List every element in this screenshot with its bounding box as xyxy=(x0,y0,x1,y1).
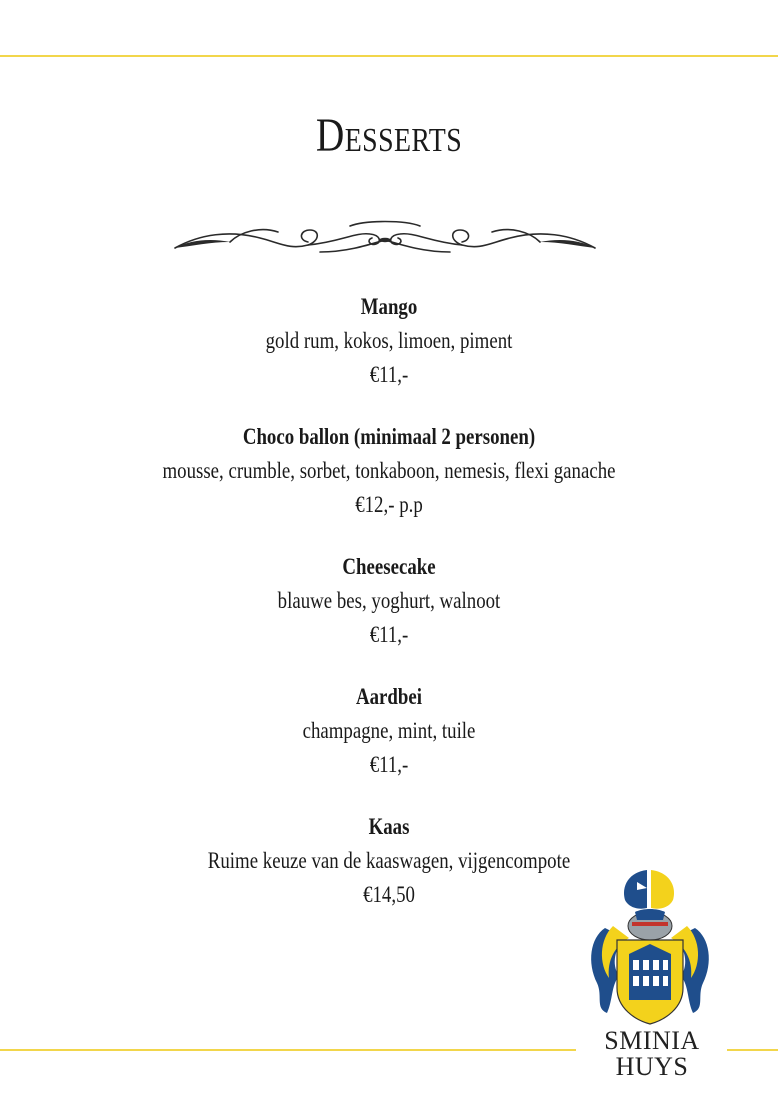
brand-logo-text xyxy=(578,1028,726,1080)
dish-description: Ruime keuze van de kaaswagen, vijgencompote xyxy=(207,848,571,873)
dish-price: €11,- xyxy=(369,752,409,777)
dish-name: Cheesecake xyxy=(342,554,436,579)
dish-price: €11,- xyxy=(369,362,409,387)
dish-name: Aardbei xyxy=(355,684,423,709)
dessert-menu xyxy=(0,290,778,940)
flourish-divider-icon xyxy=(170,212,600,264)
menu-item xyxy=(0,290,778,392)
dish-description: gold rum, kokos, limoen, piment xyxy=(265,328,513,353)
dish-name: Kaas xyxy=(368,814,410,839)
menu-item xyxy=(0,550,778,652)
dish-price: €12,- p.p xyxy=(355,492,423,517)
dish-name: Mango xyxy=(360,294,418,319)
dish-description: champagne, mint, tuile xyxy=(302,718,476,743)
dish-description: mousse, crumble, sorbet, tonkaboon, nemesis, flexi ganache xyxy=(162,458,616,483)
bottom-gold-rule-left xyxy=(0,1049,576,1051)
dish-name: Choco ballon (minimaal 2 personen) xyxy=(242,424,536,449)
bottom-gold-rule-right xyxy=(727,1049,778,1051)
menu-item xyxy=(0,420,778,522)
dish-price: €14,50 xyxy=(363,882,415,907)
brand-line-2: HUYS xyxy=(615,1052,689,1081)
top-gold-rule xyxy=(0,55,778,57)
page-title: Desserts xyxy=(315,109,463,162)
coat-of-arms-icon xyxy=(585,868,715,1026)
menu-item xyxy=(0,680,778,782)
brand-line-1: SMINIA xyxy=(604,1026,700,1055)
dish-price: €11,- xyxy=(369,622,409,647)
dish-description: blauwe bes, yoghurt, walnoot xyxy=(277,588,501,613)
